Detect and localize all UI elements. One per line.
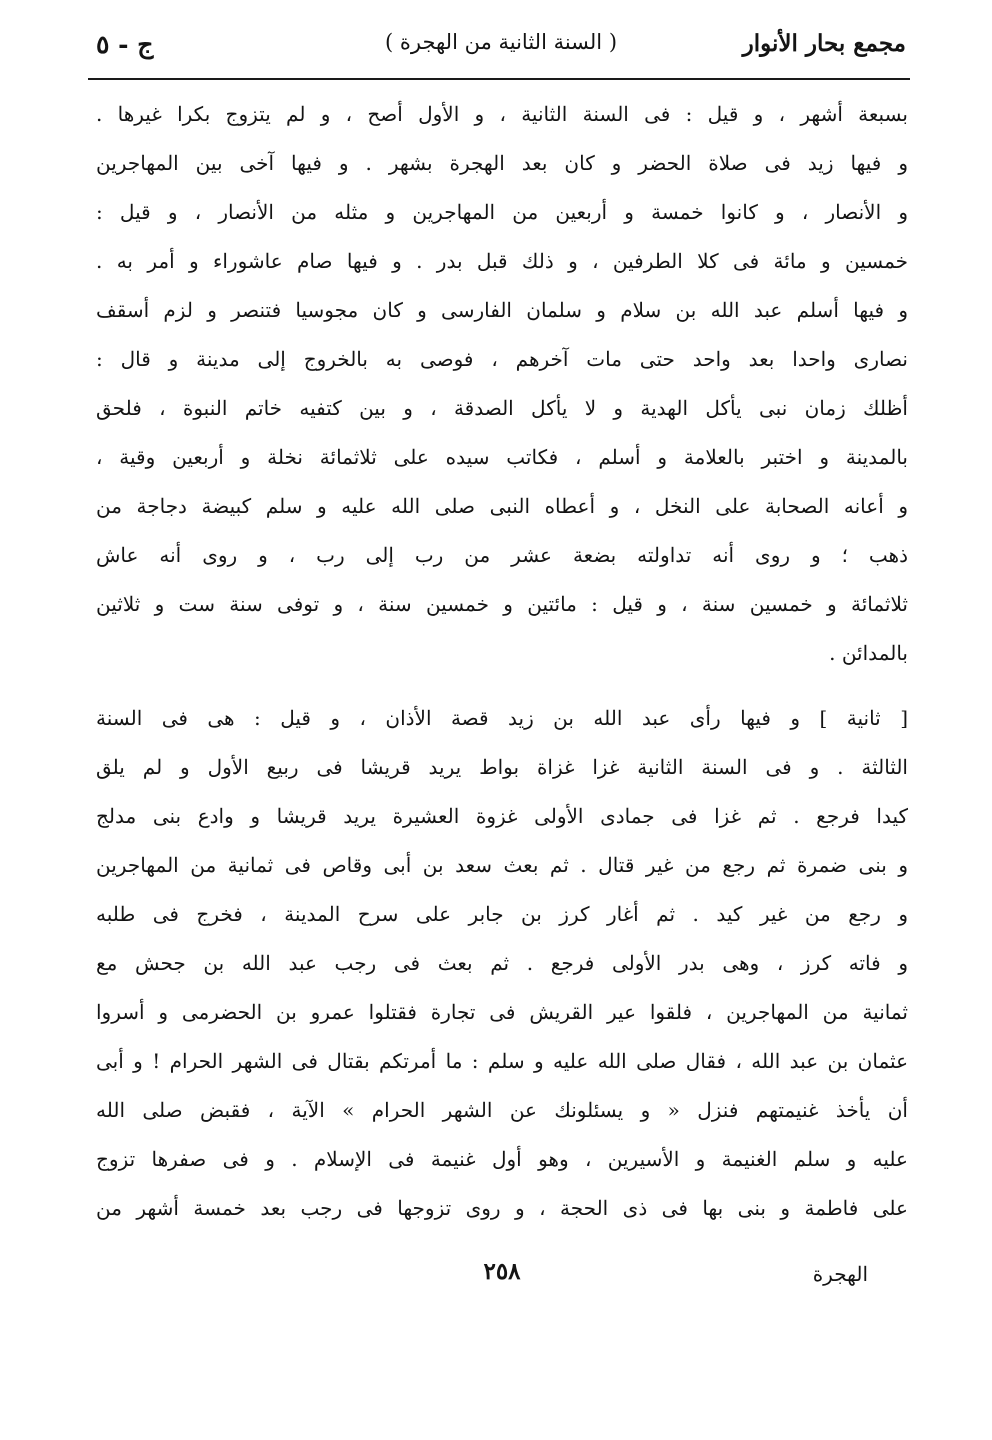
text-line: عثمان بن عبد الله ، فقال صلى الله عليه و سلم : ما أمرتكم بقتال فى الشهر الحرام ! و أبى <box>96 1049 908 1073</box>
paragraph-1 <box>96 90 908 678</box>
text-line: الثالثة . و فى السنة الثانية غزا غزاة بواط يريد قريشا فى ربيع الأول و لم يلق <box>96 755 908 779</box>
text-line: ثمانية من المهاجرين ، فلقوا عير القريش فى تجارة فقتلوا عمرو بن الحضرمى و أسروا <box>96 1000 908 1024</box>
body-text <box>96 90 908 1233</box>
text-line: و الأنصار ، و كانوا خمسة و أربعين من المهاجرين و مثله من الأنصار ، و قيل : <box>96 200 908 224</box>
text-line: بالمدينة و اختبر بالعلامة و أسلم ، فكاتب سيده على ثلاثمائة نخلة و أربعين وقية ، <box>96 445 908 469</box>
running-header <box>96 24 906 68</box>
page-number: ٢٥٨ <box>483 1258 521 1285</box>
catchword: الهجرة <box>812 1262 868 1286</box>
page-footer <box>96 1258 908 1298</box>
text-line: على فاطمة و بنى بها فى ذى الحجة ، و روى تزوجها فى رجب بعد خمسة أشهر من <box>96 1196 908 1220</box>
text-line: و رجع من غير كيد . ثم أغار كرز بن جابر على سرح المدينة ، فخرج فى طلبه <box>96 902 908 926</box>
volume-number: ج - ٥ <box>96 30 154 59</box>
text-line: نصارى واحدا بعد واحد حتى مات آخرهم ، فوصى به بالخروج إلى مدينة و قال : <box>96 347 908 371</box>
text-line: و فيها زيد فى صلاة الحضر و كان بعد الهجرة بشهر . و فيها آخى بين المهاجرين <box>96 151 908 175</box>
text-line: خمسين و مائة فى كلا الطرفين ، و ذلك قبل بدر . و فيها صام عاشوراء و أمر به . <box>96 249 908 273</box>
section-title: ( السنة الثانية من الهجرة ) <box>384 30 618 54</box>
text-line: عليه و سلم الغنيمة و الأسيرين ، وهو أول غنيمة فى الإسلام . و فى صفرها تزوج <box>96 1147 908 1171</box>
text-line: أن يأخذ غنيمتهم فنزل « و يسئلونك عن الشهر الحرام » الآية ، فقبض صلى الله <box>96 1098 908 1122</box>
text-line: [ ثانية ] و فيها رأى عبد الله بن زيد قصة الأذان ، و قيل : هى فى السنة <box>96 706 908 730</box>
text-line: ثلاثمائة و خمسين سنة ، و قيل : مائتين و خمسين سنة ، و توفى سنة ست و ثلاثين <box>96 592 908 616</box>
text-line: أظلك زمان نبى يأكل الهدية و لا يأكل الصدقة ، و بين كتفيه خاتم النبوة ، فلحق <box>96 396 908 420</box>
text-line: كيدا فرجع . ثم غزا فى جمادى الأولى غزوة العشيرة يريد قريشا و وادع بنى مدلج <box>96 804 908 828</box>
text-line: و فيها أسلم عبد الله بن سلام و سلمان الفارسى و كان مجوسيا فتنصر و لزم أسقف <box>96 298 908 322</box>
text-line: بالمدائن . <box>829 641 908 665</box>
paragraph-gap <box>96 678 908 694</box>
text-line: و أعانه الصحابة على النخل ، و أعطاه النبى صلى الله عليه و سلم كبيضة دجاجة من <box>96 494 908 518</box>
book-title: مجمع بحار الأنوار <box>742 30 906 57</box>
text-line: بسبعة أشهر ، و قيل : فى السنة الثانية ، و الأول أصح ، و لم يتزوج بكرا غيرها . <box>96 102 908 126</box>
paragraph-2 <box>96 694 908 1233</box>
text-line: و بنى ضمرة ثم رجع من غير قتال . ثم بعث سعد بن أبى وقاص فى ثمانية من المهاجرين <box>96 853 908 877</box>
text-line: ذهب ؛ و روى أنه تداولته بضعة عشر من رب إلى رب ، و روى أنه عاش <box>96 543 908 567</box>
header-rule <box>88 78 910 80</box>
text-line: و فاته كرز ، وهى بدر الأولى فرجع . ثم بعث فى رجب عبد الله بن جحش مع <box>96 951 908 975</box>
